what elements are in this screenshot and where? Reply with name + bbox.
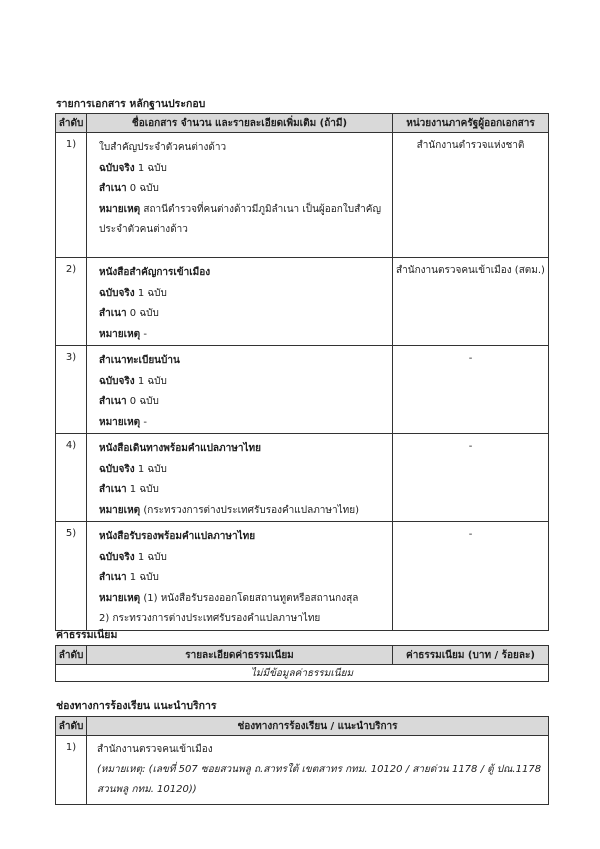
copy-label: สำเนา	[99, 572, 127, 583]
issuing-agency: สำนักงานตำรวจแห่งชาติ	[393, 133, 549, 258]
note-label: หมายเหตุ	[99, 328, 141, 340]
channels-table	[55, 716, 549, 805]
copy-count: 0 ฉบับ	[129, 308, 159, 319]
header-no: ลำดับ	[56, 114, 87, 133]
channels-header-row	[56, 717, 549, 736]
row-number: 1)	[56, 133, 87, 258]
row-number: 2)	[56, 258, 87, 346]
note-text: -	[143, 416, 147, 428]
documents-header-row	[56, 114, 549, 133]
table-row	[56, 736, 549, 805]
document-name: ใบสำคัญประจำตัวคนต่างด้าว	[99, 142, 227, 153]
header-agency: หน่วยงานภาครัฐผู้ออกเอกสาร	[393, 114, 549, 133]
note-label: หมายเหตุ	[99, 203, 141, 215]
note-text: สถานีตำรวจที่คนต่างด้าวมีภูมิลำเนา เป็นผู้ออกใบสำคัญ	[143, 203, 382, 215]
header-detail: ชื่อเอกสาร จำนวน และรายละเอียดเพิ่มเติม (ถ้ามี)	[87, 114, 393, 133]
note-text: -	[143, 328, 147, 340]
table-row	[56, 434, 549, 522]
row-number: 4)	[56, 434, 87, 522]
header-channel: ช่องทางการร้องเรียน / แนะนำบริการ	[87, 717, 549, 736]
copy-count: 1 ฉบับ	[129, 572, 159, 583]
document-detail	[87, 522, 393, 631]
document-name: สำเนาทะเบียนบ้าน	[99, 355, 180, 366]
copy-label: สำเนา	[99, 183, 127, 194]
table-row	[56, 522, 549, 631]
fees-section-title: ค่าธรรมเนียม	[56, 629, 118, 641]
original-count: 1 ฉบับ	[137, 551, 167, 563]
fees-empty-message: ไม่มีข้อมูลค่าธรรมเนียม	[56, 665, 549, 682]
copy-count: 0 ฉบับ	[129, 183, 159, 194]
row-number: 1)	[56, 736, 87, 805]
documents-table	[55, 113, 549, 631]
original-label: ฉบับจริง	[99, 375, 135, 387]
issuing-agency: สำนักงานตรวจคนเข้าเมือง (สตม.)	[393, 258, 549, 346]
document-detail	[87, 434, 393, 522]
note-label: หมายเหตุ	[99, 592, 141, 604]
copy-label: สำเนา	[99, 484, 127, 495]
channel-name: สำนักงานตรวจคนเข้าเมือง	[97, 744, 213, 755]
note-text-continued: 2) กระทรวงการต่างประเทศรับรองคำแปลภาษาไทย	[99, 613, 321, 624]
fees-table	[55, 645, 549, 682]
original-count: 1 ฉบับ	[137, 287, 167, 299]
row-number: 3)	[56, 346, 87, 434]
original-label: ฉบับจริง	[99, 287, 135, 299]
copy-label: สำเนา	[99, 396, 127, 407]
original-count: 1 ฉบับ	[137, 162, 167, 174]
documents-section-title: รายการเอกสาร หลักฐานประกอบ	[56, 98, 206, 110]
document-detail	[87, 258, 393, 346]
note-text: (1) หนังสือรับรองออกโดยสถานทูตหรือสถานกงสุล	[143, 592, 359, 604]
table-row	[56, 258, 549, 346]
copy-count: 0 ฉบับ	[129, 396, 159, 407]
original-count: 1 ฉบับ	[137, 463, 167, 475]
channel-note: (หมายเหตุ: (เลขที่ 507 ซอยสวนพลู ถ.สาทรใต้ เขตสาทร กทม. 10120 / สายด่วน 1178 / ตู้ ปณ.1178	[97, 764, 542, 775]
row-number: 5)	[56, 522, 87, 631]
copy-label: สำเนา	[99, 308, 127, 319]
note-text: (กระทรวงการต่างประเทศรับรองคำแปลภาษาไทย)	[143, 504, 359, 516]
issuing-agency: -	[393, 522, 549, 631]
document-name: หนังสือเดินทางพร้อมคำแปลภาษาไทย	[99, 443, 261, 454]
header-no: ลำดับ	[56, 717, 87, 736]
original-count: 1 ฉบับ	[137, 375, 167, 387]
document-name: หนังสือสำคัญการเข้าเมือง	[99, 267, 211, 278]
channel-detail	[87, 736, 549, 805]
table-row	[56, 346, 549, 434]
original-label: ฉบับจริง	[99, 162, 135, 174]
original-label: ฉบับจริง	[99, 463, 135, 475]
document-name: หนังสือรับรองพร้อมคำแปลภาษาไทย	[99, 531, 256, 542]
channels-section-title: ช่องทางการร้องเรียน แนะนำบริการ	[56, 700, 217, 712]
issuing-agency: -	[393, 434, 549, 522]
header-fee-detail: รายละเอียดค่าธรรมเนียม	[87, 646, 393, 665]
channel-note-continued: สวนพลู กทม. 10120))	[97, 784, 197, 795]
note-label: หมายเหตุ	[99, 504, 141, 516]
note-label: หมายเหตุ	[99, 416, 141, 428]
copy-count: 1 ฉบับ	[129, 484, 159, 495]
header-no: ลำดับ	[56, 646, 87, 665]
table-row	[56, 133, 549, 258]
fees-header-row	[56, 646, 549, 665]
issuing-agency: -	[393, 346, 549, 434]
header-fee-amount: ค่าธรรมเนียม (บาท / ร้อยละ)	[393, 646, 549, 665]
table-row	[56, 665, 549, 682]
original-label: ฉบับจริง	[99, 551, 135, 563]
document-detail	[87, 133, 393, 258]
note-text-continued: ประจำตัวคนต่างด้าว	[99, 224, 188, 235]
document-detail	[87, 346, 393, 434]
